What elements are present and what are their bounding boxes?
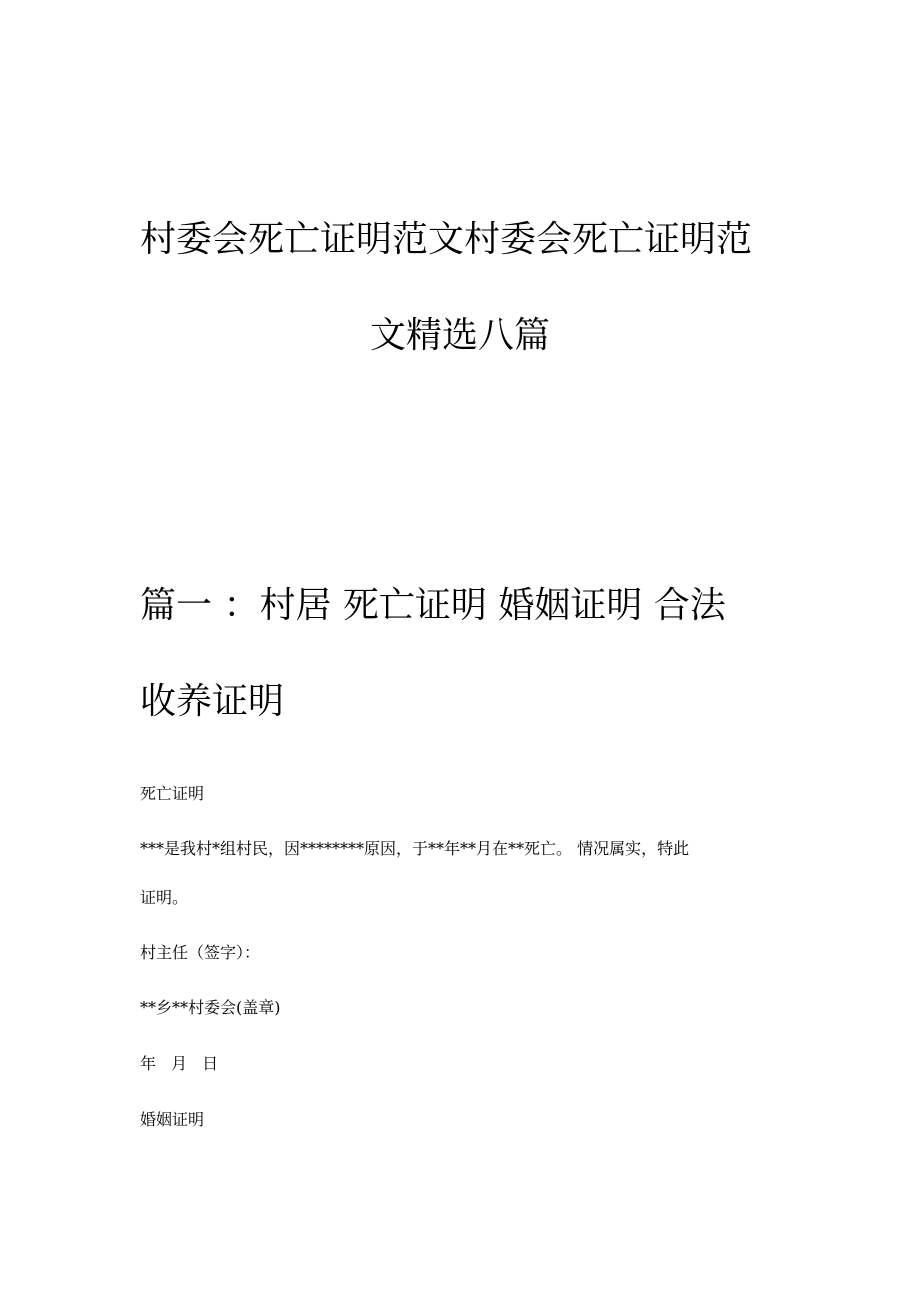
document-title-line-1: 村委会死亡证明范文村委会死亡证明范 <box>140 219 753 260</box>
village-committee-seal-line: **乡**村委会(盖章) <box>140 998 281 1017</box>
village-director-signature-line: 村主任（签字）： <box>140 943 261 962</box>
marriage-certificate-title: 婚姻证明 <box>140 1110 205 1129</box>
section-heading-line-1: 篇一 ：村居 死亡证明 婚姻证明 合法 <box>140 585 726 626</box>
death-certificate-body-line-1: ***是我村*组村民，因********原因，于**年**月在**死亡。 情况属实，特此 <box>140 839 690 858</box>
death-certificate-title: 死亡证明 <box>140 784 205 803</box>
date-line: 年 月 日 <box>140 1054 219 1073</box>
document-title-line-2: 文精选八篇 <box>369 315 550 356</box>
death-certificate-body-line-2: 证明。 <box>140 888 189 907</box>
section-heading-line-2: 收养证明 <box>140 681 285 722</box>
